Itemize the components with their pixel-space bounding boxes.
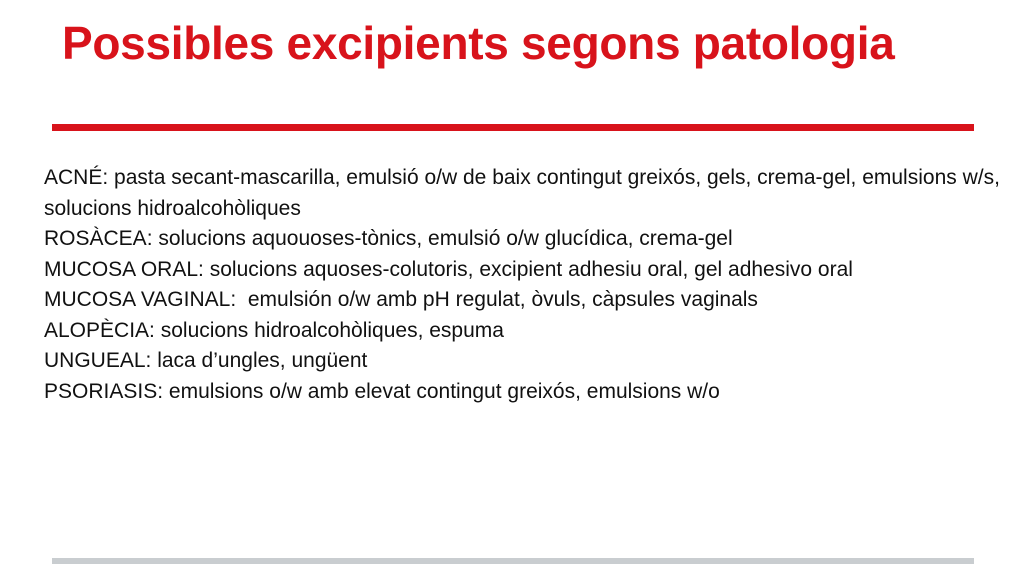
pathology-excipients: emulsions o/w amb elevat contingut greixós, emulsions w/o — [168, 379, 720, 403]
pathology-label: ALOPÈCIA: — [44, 318, 155, 342]
pathology-item-alopecia — [44, 316, 1004, 347]
pathology-label: UNGUEAL: — [44, 349, 152, 372]
footer-divider — [52, 558, 974, 564]
pathology-excipients: solucions aquouoses-tònics, emulsió o/w glucídica, crema-gel — [158, 227, 733, 250]
pathology-label: MUCOSA VAGINAL: — [44, 288, 237, 311]
pathology-item-acne — [44, 163, 1004, 224]
pathology-item-psoriasis — [44, 377, 1004, 408]
pathology-excipients: laca d’ungles, ungüent — [157, 349, 368, 372]
pathology-excipients: pasta secant-mascarilla, emulsió o/w de baix contingut greixós, gels, crema-gel, emulsions w/s, solucions hidroalcohòliques — [44, 166, 1000, 220]
pathology-label: ROSÀCEA: — [44, 227, 153, 250]
pathology-excipients: solucions hidroalcohòliques, espuma — [160, 318, 504, 342]
pathology-item-mucosa-vaginal — [44, 285, 1004, 316]
slide-title: Possibles excipients segons patologia — [62, 17, 895, 69]
pathology-excipients: solucions aquoses-colutoris, excipient adhesiu oral, gel adhesivo oral — [209, 257, 853, 281]
pathology-item-mucosa-oral — [44, 255, 1004, 286]
title-underline — [52, 124, 974, 131]
pathology-list — [44, 163, 1004, 407]
pathology-label: PSORIASIS: — [44, 379, 164, 403]
pathology-excipients: emulsión o/w amb pH regulat, òvuls, càpsules vaginals — [247, 288, 758, 311]
pathology-item-ungueal — [44, 346, 1004, 377]
pathology-label: ACNÉ: — [44, 166, 109, 189]
pathology-label: MUCOSA ORAL: — [44, 257, 204, 281]
pathology-item-rosacea — [44, 224, 1004, 255]
